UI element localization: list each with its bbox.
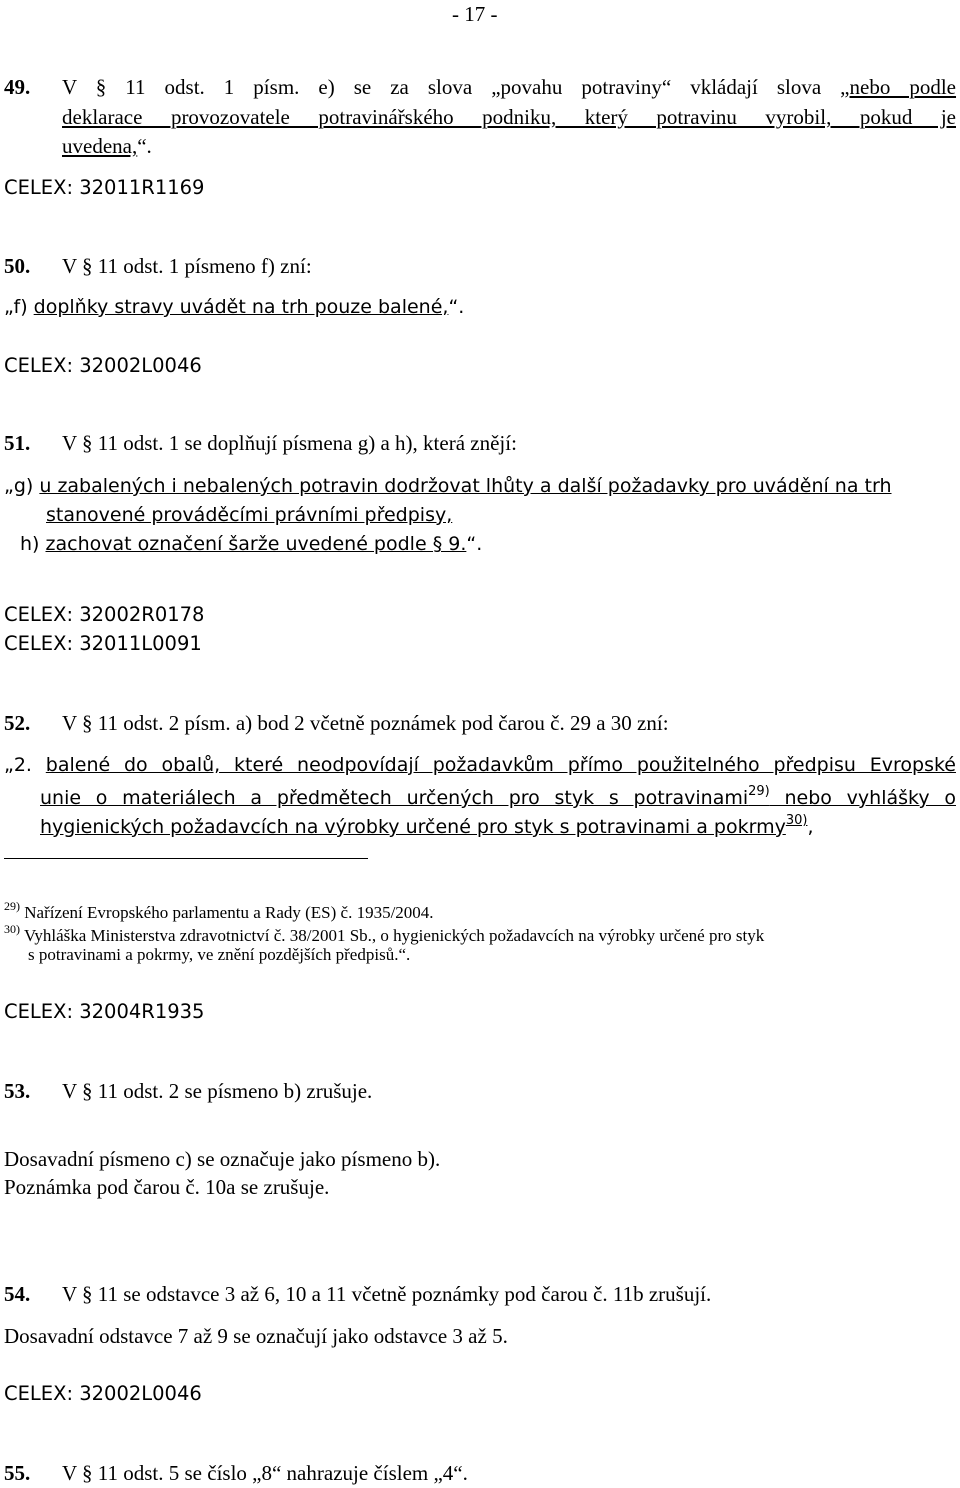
footnote-separator [4,858,368,859]
item-51-h-line: h) zachovat označení šarže uvedené podle § 9.“. [20,533,483,555]
item-51-number: 51. [4,431,31,455]
item-49-number: 49. [4,75,31,99]
footnote-30: $^{30)}$ Vyhláška Ministerstva zdravotnictví č. 38/2001 Sb., o hygienických požadavcích na výrobky určené pro styk [4,922,765,945]
item-52-text: V § 11 odst. 2 písm. a) bod 2 včetně poznámek pod čarou č. 29 a 30 zní: [62,711,669,735]
celex-54: CELEX: 32002L0046 [4,1382,202,1405]
celex-51-b: CELEX: 32011L0091 [4,632,202,655]
item-52-line3: hygienických požadavcích na výrobky určené pro styk s potravinami a pokrmy$^{30)}$, [40,813,814,838]
item-51-text: V § 11 odst. 1 se doplňují písmena g) a h), která znějí: [62,431,517,455]
item-49-line3: uvedena,“. [62,134,152,158]
item-50-text: V § 11 odst. 1 písmeno f) zní: [62,254,312,278]
celex-49: CELEX: 32011R1169 [4,176,205,199]
item-50-quote: „f) doplňky stravy uvádět na trh pouze balené,“. [4,296,465,318]
item-53-text: V § 11 odst. 2 se písmeno b) zrušuje. [62,1079,373,1103]
item-54-number: 54. [4,1282,31,1306]
celex-52: CELEX: 32004R1935 [4,1000,205,1023]
item-55-number: 55. [4,1461,31,1485]
footnote-30-cont: s potravinami a pokrmy, ve znění pozdějších předpisů.“. [28,945,411,964]
item-49-line1: V § 11 odst. 1 písm. e) se za slova „povahu potraviny“ vkládají slova „nebo podle [62,75,957,99]
item-54-text: V § 11 se odstavce 3 až 6, 10 a 11 včetně poznámky pod čarou č. 11b zrušují. [62,1282,712,1306]
item-53-extra-1: Dosavadní písmeno c) se označuje jako písmeno b). [4,1147,441,1171]
item-50-number: 50. [4,254,31,278]
item-51-g-line1: „g) u zabalených i nebalených potravin dodržovat lhůty a další požadavky pro uvádění na trh [4,475,892,497]
item-52-line2: unie o materiálech a předmětech určených pro styk s potravinami$^{29)}$ nebo vyhlášky o [40,784,956,809]
item-53-extra-2: Poznámka pod čarou č. 10a se zrušuje. [4,1175,330,1199]
celex-50: CELEX: 32002L0046 [4,354,202,377]
item-53-number: 53. [4,1079,31,1103]
footnote-29: $^{29)}$ Nařízení Evropského parlamentu a Rady (ES) č. 1935/2004. [4,899,434,922]
item-54-extra-1: Dosavadní odstavce 7 až 9 se označují jako odstavce 3 až 5. [4,1324,508,1348]
item-52-number: 52. [4,711,31,735]
item-55-text: V § 11 odst. 5 se číslo „8“ nahrazuje číslem „4“. [62,1461,468,1485]
item-49-line2: deklarace provozovatele potravinářského podniku, který potravinu vyrobil, pokud je [62,105,956,129]
item-52-line1: „2. balené do obalů, které neodpovídají požadavkům přímo použitelného předpisu Evropské [4,754,956,776]
item-51-g-line2: stanovené prováděcími právními předpisy, [46,504,453,526]
page-number: - 17 - [452,2,498,26]
celex-51-a: CELEX: 32002R0178 [4,603,205,626]
